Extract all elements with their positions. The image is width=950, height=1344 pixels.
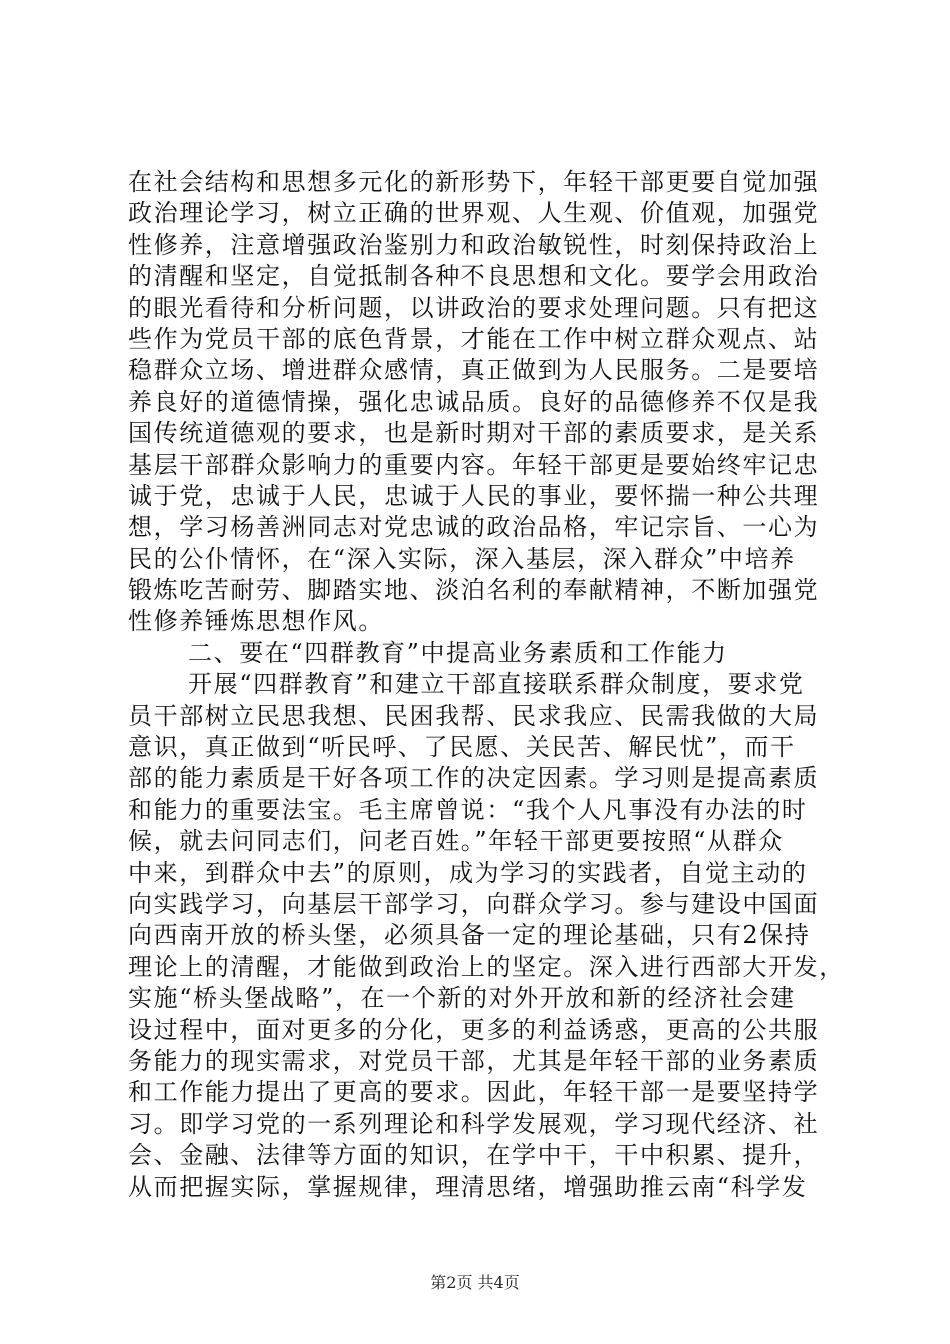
text-line: 政治理论学习，树立正确的世界观、人生观、价值观，加强党	[128, 199, 820, 228]
section-heading: 二、要在“四群教育”中提高业务素质和工作能力	[188, 638, 728, 667]
text-line: 些作为党员干部的底色背景，才能在工作中树立群众观点、站	[128, 324, 820, 353]
text-line: 的清醒和坚定，自觉抵制各种不良思想和文化。要学会用政治	[128, 262, 820, 291]
text-line: 的眼光看待和分析问题，以讲政治的要求处理问题。只有把这	[128, 293, 820, 322]
text-line: 国传统道德观的要求，也是新时期对干部的素质要求，是关系	[128, 419, 820, 448]
text-line: 和工作能力提出了更高的要求。因此，年轻干部一是要坚持学	[128, 1078, 820, 1107]
text-line: 向实践学习，向基层干部学习，向群众学习。参与建设中国面	[128, 889, 820, 918]
text-line: 和能力的重要法宝。毛主席曾说：“我个人凡事没有办法的时	[128, 795, 808, 824]
text-line: 性修养，注意增强政治鉴别力和政治敏锐性，时刻保持政治上	[128, 230, 820, 259]
text-line: 务能力的现实需求，对党员干部，尤其是年轻干部的业务素质	[128, 1046, 820, 1075]
page-number-footer: 第2页 共4页	[430, 1273, 520, 1292]
text-line: 向西南开放的桥头堡，必须具备一定的理论基础，只有2保持	[128, 921, 811, 950]
text-line: 开展“四群教育”和建立干部直接联系群众制度，要求党	[188, 670, 805, 699]
text-line: 会、金融、法律等方面的知识，在学中干，干中积累、提升，	[128, 1141, 820, 1170]
text-line: 锻炼吃苦耐劳、脚踏实地、淡泊名利的奉献精神，不断加强党	[128, 576, 820, 605]
text-line: 员干部树立民思我想、民困我帮、民求我应、民需我做的大局	[128, 701, 820, 730]
document-body	[128, 167, 845, 1203]
text-line: 稳群众立场、增进群众感情，真正做到为人民服务。二是要培	[128, 356, 820, 385]
text-line: 诚于党，忠诚于人民，忠诚于人民的事业，要怀揣一种公共理	[128, 481, 820, 510]
text-line: 养良好的道德情操，强化忠诚品质。良好的品德修养不仅是我	[128, 387, 820, 416]
text-line: 习。即学习党的一系列理论和科学发展观，学习现代经济、社	[128, 1109, 820, 1138]
text-line: 理论上的清醒，才能做到政治上的坚定。深入进行西部大开发，	[128, 952, 845, 981]
text-line: 候，就去问同志们，问老百姓。”年轻干部更要按照“从群众	[128, 827, 784, 856]
text-line: 实施“桥头堡战略”，在一个新的对外开放和新的经济社会建	[128, 984, 796, 1013]
text-line: 想，学习杨善洲同志对党忠诚的政治品格，牢记宗旨、一心为	[128, 513, 820, 542]
text-line: 部的能力素质是干好各项工作的决定因素。学习则是提高素质	[128, 764, 820, 793]
text-line: 民的公仆情怀，在“深入实际，深入基层，深入群众”中培养	[128, 544, 796, 573]
text-line: 在社会结构和思想多元化的新形势下，年轻干部更要自觉加强	[128, 168, 820, 196]
text-line: 从而把握实际，掌握规律，理清思绪，增强助推云南“科学发	[128, 1172, 808, 1201]
text-line: 设过程中，面对更多的分化，更多的利益诱惑，更高的公共服	[128, 1015, 820, 1044]
text-line: 基层干部群众影响力的重要内容。年轻干部更是要始终牢记忠	[128, 450, 820, 479]
text-line: 意识，真正做到“听民呼、了民愿、关民苦、解民忧”，而干	[128, 733, 796, 762]
text-line: 中来，到群众中去”的原则，成为学习的实践者，自觉主动的	[128, 858, 808, 887]
text-line: 性修养锤炼思想作风。	[128, 607, 384, 636]
